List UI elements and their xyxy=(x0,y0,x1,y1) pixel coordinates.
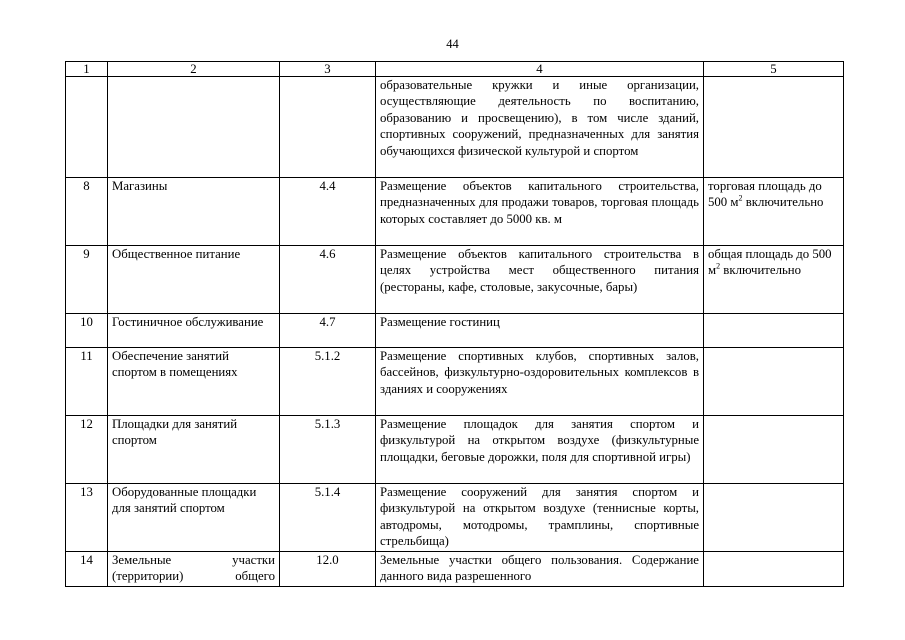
row-number xyxy=(66,77,108,178)
row-name: Общественное питание xyxy=(108,246,280,314)
row-description: Размещение объектов капитального строительства в целях устройства мест общественного питания (рестораны, кафе, столовые, закусочные, бары) xyxy=(376,246,704,314)
column-header-code: 3 xyxy=(280,62,376,77)
row-description: Размещение объектов капитального строительства, предназначенных для продажи товаров, торговая площадь которых составляет до 5000 кв. м xyxy=(376,178,704,246)
table-row xyxy=(66,77,844,178)
column-header-description: 4 xyxy=(376,62,704,77)
row-description: Размещение площадок для занятия спортом и физкультурой на открытом воздухе (физкультурные площадки, беговые дорожки, поля для спортивной игры) xyxy=(376,416,704,484)
row-parameters xyxy=(704,77,844,178)
table-row xyxy=(66,484,844,552)
row-parameters xyxy=(704,416,844,484)
row-code: 5.1.2 xyxy=(280,348,376,416)
row-number: 12 xyxy=(66,416,108,484)
row-parameters xyxy=(704,348,844,416)
parameter-text-tail: включительно xyxy=(742,195,824,210)
row-name: Земельные участки (территории) общего xyxy=(108,552,280,587)
row-parameters xyxy=(704,178,844,246)
area-unit-superscript: 2 xyxy=(738,194,743,204)
row-name: Оборудованные площадки для занятий спортом xyxy=(108,484,280,552)
table-row xyxy=(66,314,844,348)
row-code xyxy=(280,77,376,178)
row-number: 8 xyxy=(66,178,108,246)
table-row xyxy=(66,246,844,314)
row-parameters xyxy=(704,314,844,348)
area-unit-superscript: 2 xyxy=(716,262,721,272)
parameter-text-tail: включительно xyxy=(720,263,802,278)
row-number: 9 xyxy=(66,246,108,314)
row-name: Гостиничное обслуживание xyxy=(108,314,280,348)
row-number: 10 xyxy=(66,314,108,348)
row-number: 11 xyxy=(66,348,108,416)
row-code: 4.7 xyxy=(280,314,376,348)
row-code: 4.4 xyxy=(280,178,376,246)
row-name: Магазины xyxy=(108,178,280,246)
row-description: Земельные участки общего пользования. Содержание данного вида разрешенного xyxy=(376,552,704,587)
row-name: Площадки для занятий спортом xyxy=(108,416,280,484)
table-row xyxy=(66,178,844,246)
row-code: 12.0 xyxy=(280,552,376,587)
column-header-name: 2 xyxy=(108,62,280,77)
row-number: 14 xyxy=(66,552,108,587)
table-header-row xyxy=(66,62,844,77)
row-code: 5.1.3 xyxy=(280,416,376,484)
column-header-number: 1 xyxy=(66,62,108,77)
table-row xyxy=(66,416,844,484)
parameter-text: общая площадь до 500 м xyxy=(708,247,832,278)
row-description: Размещение гостиниц xyxy=(376,314,704,348)
row-parameters xyxy=(704,246,844,314)
row-description: Размещение спортивных клубов, спортивных залов, бассейнов, физкультурно-оздоровительных комплексов в зданиях и сооружениях xyxy=(376,348,704,416)
page-number: 44 xyxy=(446,37,459,51)
row-description: Размещение сооружений для занятия спортом и физкультурой на открытом воздухе (теннисные корты, автодромы, мотодромы, трамплины, спортивные стрельбища) xyxy=(376,484,704,552)
column-header-parameters: 5 xyxy=(704,62,844,77)
row-name xyxy=(108,77,280,178)
row-code: 4.6 xyxy=(280,246,376,314)
land-use-table xyxy=(65,61,844,587)
table-row xyxy=(66,348,844,416)
row-description: образовательные кружки и иные организации, осуществляющие деятельность по воспитанию, образованию и просвещению), в том числе зданий, спортивных сооружений, предназначенных для занятия обучающихся физической культурой и спортом xyxy=(376,77,704,178)
row-name: Обеспечение занятий спортом в помещениях xyxy=(108,348,280,416)
parameter-text: торговая площадь до 500 м xyxy=(708,179,822,210)
row-parameters xyxy=(704,552,844,587)
row-number: 13 xyxy=(66,484,108,552)
row-parameters xyxy=(704,484,844,552)
row-code: 5.1.4 xyxy=(280,484,376,552)
table-row xyxy=(66,552,844,587)
